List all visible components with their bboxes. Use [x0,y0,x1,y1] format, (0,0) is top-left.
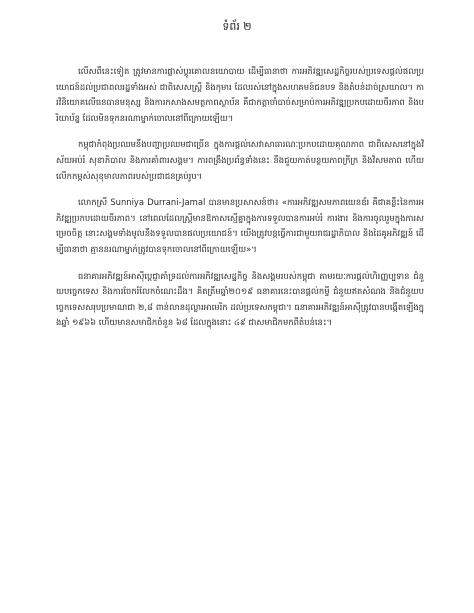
page-number-header: ទំព័រ ២ [222,20,252,33]
paragraph-4: ធនាគារអភិវឌ្ឍន៍អាស៊ីប្តេជ្ញាគាំទ្រដល់ការអភិវឌ្ឍសេដ្ឋកិច្ច និងសង្គមរបស់កម្ពុជា តាមរយៈការផ្តល់ហិរញ្ញប្បទាន ជំនួយបច្ចេកទេស និងការចែករំលែកចំណេះដឹង។ គិតត្រឹមឆ្នាំ២០១៩ ធនាគារនេះបានផ្តល់កម្ចី ជំនួយឥតសំណង និងជំនួយបច្ចេកទេសសរុបប្រមាណជា ២,៨ ពាន់លានដុល្លារអាមេរិក ដល់ប្រទេសកម្ពុជា។ ធនាគារអភិវឌ្ឍន៍អាស៊ីត្រូវបានបង្កើតឡើងក្នុងឆ្នាំ ១៩៦៦ ហើយមានសមាជិកចំនួន ៦៨ ដែលក្នុងនោះ ៤៩ ជាសមាជិកមកពីតំបន់នេះ។ [56,270,424,328]
paragraph-2: កម្ពុជាកំពុងប្រឈមនឹងបញ្ហាប្រឈមជាច្រើន ក្នុងការផ្តល់សេវាសាធារណៈប្រកបដោយគុណភាព ជាពិសេសនៅក្នុងវិស័យអប់រំ សុខាភិបាល និងការគាំពារសង្គម។ ការពង្រឹងប្រព័ន្ធទាំងនេះ នឹងជួយកាត់បន្ថយភាពក្រីក្រ និងវិសមភាព ហើយលើកកម្ពស់សុខុមាលភាពរបស់ប្រជាជនគ្រប់រូប។ [56,139,424,181]
paragraph-3: លោកស្រី Sunniya Durrani-Jamal បានមានប្រសាសន៍ថា៖ «ការអភិវឌ្ឍសមភាពយេនឌ័រ គឺជាគន្លឹះនៃការអភិវឌ្ឍប្រកបដោយចីរភាព។ នៅពេលដែលស្ត្រីមានឱកាសស្មើគ្នាក្នុងការទទួលបានការអប់រំ ការងារ និងការចូលរួមក្នុងការសម្រេចចិត្ត នោះសង្គមទាំងមូលនឹងទទួលបានផលប្រយោជន៍។ យើងត្រូវបន្តធ្វើការជាមួយរាជរដ្ឋាភិបាល និងដៃគូអភិវឌ្ឍន៍ ដើម្បីធានាថា គ្មាននរណាម្នាក់ត្រូវបានទុកចោលនៅពីក្រោយឡើយ»។ [56,197,424,254]
paragraph-1: លើសពីនេះទៀត ត្រូវមានការផ្លាស់ប្តូរគោលនយោបាយ ដើម្បីធានាថា ការអភិវឌ្ឍសេដ្ឋកិច្ចរបស់ប្រទេសផ្តល់ផលប្រយោជន៍ដល់ប្រជាពលរដ្ឋទាំងអស់ ជាពិសេសស្ត្រី និងកុមារ ដែលរស់នៅក្នុងសហគមន៍ជនបទ និងតំបន់ដាច់ស្រយាល។ ការវិនិយោគលើធនធានមនុស្ស និងការកសាងសមត្ថភាពស្ថាប័ន គឺជាកត្តាចាំបាច់សម្រាប់ការអភិវឌ្ឍប្រកបដោយចីរភាព និងបរិយាប័ន្ន ដែលមិនទុកនរណាម្នាក់ចោលនៅពីក្រោយឡើយ។ [56,66,424,123]
document-body [56,64,424,342]
